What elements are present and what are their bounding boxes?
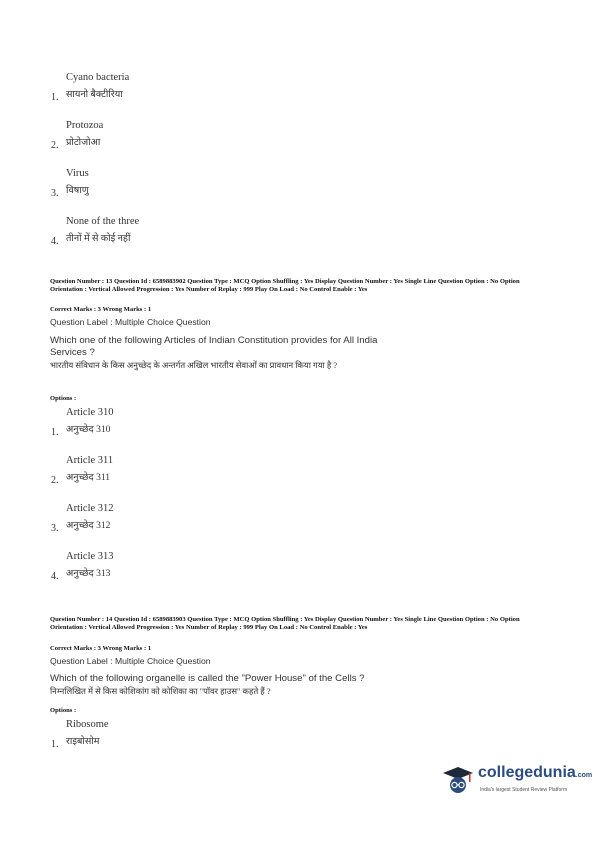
question-meta: Question Number : 13 Question Id : 6589883902 Question Type : MCQ Option Shuffling : Yes Display Question Number : Yes Single Line Question Option : No Option Orientation : Vertical Allowed Progression : Yes Number of Replay : 999 Play On Load : No Control Enable : Yes: [50, 278, 520, 294]
option-number: 1.: [51, 427, 59, 438]
question-text: Which of the following organelle is called the "Power House" of the Cells ?: [50, 673, 365, 684]
option-text-hindi: अनुच्छेद 313: [66, 569, 111, 579]
option-text: Article 310: [66, 407, 114, 418]
question-text: Which one of the following Articles of Indian Constitution provides for All India Services ?: [50, 335, 378, 358]
option-text: Article 313: [66, 551, 114, 562]
option-number: 4.: [51, 236, 59, 247]
option-number: 1.: [51, 739, 59, 750]
collegedunia-logo: [442, 762, 593, 806]
option-text-hindi: तीनों में से कोई नहीं: [66, 234, 131, 244]
logo-name: collegedunia.com: [478, 764, 593, 781]
option-text-hindi: अनुच्छेद 311: [66, 473, 111, 483]
question-meta: Question Number : 14 Question Id : 6589883903 Question Type : MCQ Option Shuffling : Yes Display Question Number : Yes Single Line Question Option : No Option Orientation : Vertical Allowed Progression : Yes Number of Replay : 999 Play On Load : No Control Enable : Yes: [50, 616, 520, 632]
option-text-hindi: विषाणु: [66, 186, 89, 196]
option-text-hindi: राइबोसोम: [66, 737, 100, 747]
logo-tagline: India's largest Student Review Platform: [480, 787, 568, 793]
options-label: Options :: [50, 707, 77, 714]
option-number: 3.: [51, 523, 59, 534]
question-marks: Correct Marks : 3 Wrong Marks : 1: [50, 645, 152, 652]
option-text: Article 312: [66, 503, 114, 514]
option-text-hindi: अनुच्छेद 312: [66, 521, 111, 531]
option-number: 2.: [51, 140, 59, 151]
question-text-hindi: निम्नलिखित में से किस कोशिकांग को कोशिका का "पॉवर हाउस" कहते हैं ?: [50, 687, 271, 696]
graduate-cap-icon: [442, 764, 474, 796]
option-text: None of the three: [66, 216, 140, 227]
option-text-hindi: अनुच्छेद 310: [66, 425, 111, 435]
options-label: Options :: [50, 395, 77, 402]
option-text-hindi: सायनो बैक्टीरिया: [66, 90, 123, 100]
option-number: 1.: [51, 92, 59, 103]
option-text: Protozoa: [66, 120, 104, 131]
option-text-hindi: प्रोटोजोआ: [66, 138, 101, 148]
question-label: Question Label : Multiple Choice Question: [50, 656, 211, 666]
option-text: Ribosome: [66, 719, 109, 730]
option-number: 4.: [51, 571, 59, 582]
option-number: 3.: [51, 188, 59, 199]
option-text: Virus: [66, 168, 89, 179]
option-number: 2.: [51, 475, 59, 486]
question-label: Question Label : Multiple Choice Question: [50, 317, 211, 327]
question-text-hindi: भारतीय संविधान के किस अनुच्छेद के अन्तर्गत अखिल भारतीय सेवाओं का प्रावधान किया गया है ?: [50, 361, 338, 370]
question-marks: Correct Marks : 3 Wrong Marks : 1: [50, 306, 152, 313]
option-text: Cyano bacteria: [66, 72, 130, 83]
option-text: Article 311: [66, 455, 114, 466]
